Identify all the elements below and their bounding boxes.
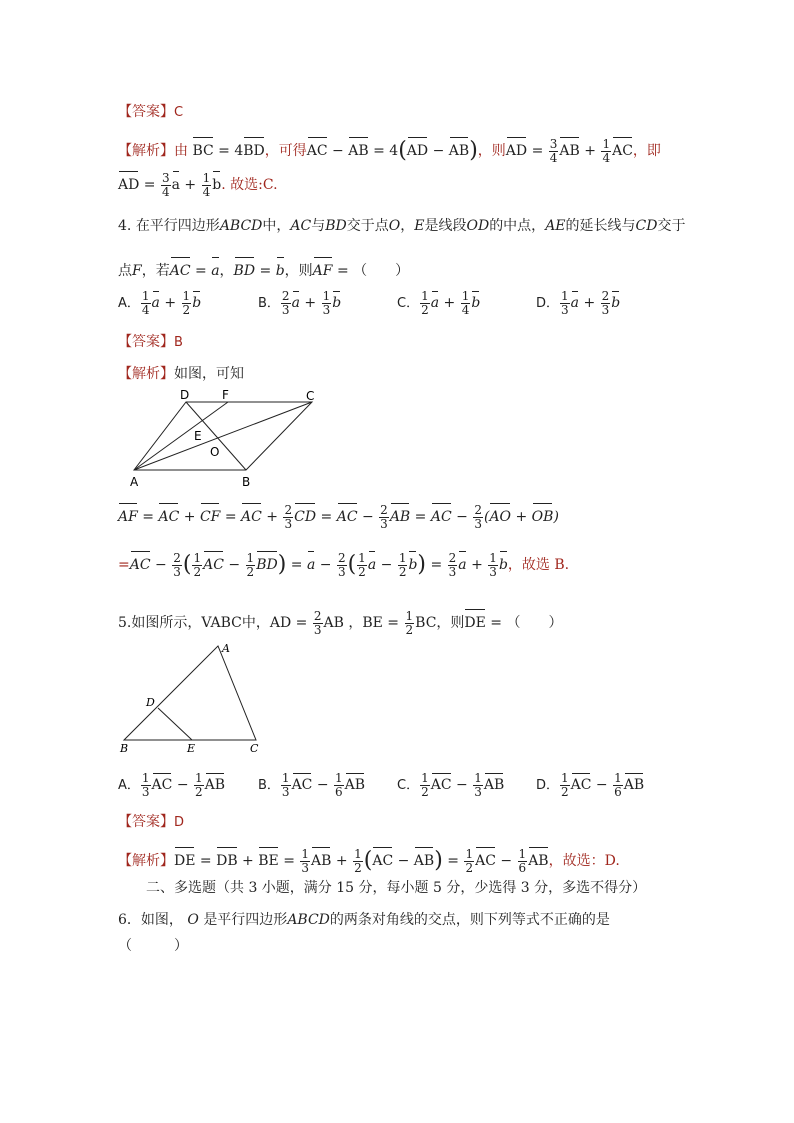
label-d: D <box>146 696 155 709</box>
q3-analysis-line1: 【解析】由 BC = 4BD，可得AC − AB = 4(AD − AB)，则AD = $\frac{3}{4}$ AB + $\frac{1}{4}$ AC，即 <box>118 134 661 165</box>
q4-stem-line2: 点F，若AC = a，BD = b，则AF = （ ） <box>118 254 409 281</box>
q5-answer: D <box>174 815 185 830</box>
answer-label: 【答案】 <box>118 104 174 120</box>
line-af <box>134 402 228 470</box>
q4-analysis-eq1: AF = AC + CF = AC + $\frac{2}{3}$ CD = AC − $\frac{2}{3}$ AB = AC − $\frac{2}{3}$ (AO + OB) <box>118 500 559 531</box>
label-c: C <box>250 742 259 755</box>
q4-analysis-eq2: =AC − $\frac{2}{3}$ ( $\frac{1}{2}$ AC − $\frac{1}{2}$ BD) = a − $\frac{2}{3}$ ( $\frac{1}{2}$ a − $\frac{1}{2}$ b) = $\frac{2}{3}$ a + $\frac{1}{3}$ b，故选 B. <box>118 548 569 579</box>
q5-option-c[interactable]: C． $\frac{1}{2}$ AC − $\frac{1}{3}$ AB <box>397 770 505 799</box>
q6-paren: （ ） <box>118 938 188 954</box>
q4-answer-line: 【答案】B <box>118 334 183 350</box>
label-e: E <box>194 429 202 443</box>
q3-eq1: BC = 4BD <box>192 143 264 159</box>
segment-de <box>158 708 192 740</box>
q3-answer-line <box>118 102 183 123</box>
q3-analysis-line2: AD = $\frac{3}{4}$ a + $\frac{1}{4}$ b. 故选:C. <box>118 168 278 199</box>
label-c: C <box>306 389 315 403</box>
q5-triangle-figure <box>116 640 266 756</box>
q4-answer: B <box>174 335 183 350</box>
diagonal-ac <box>134 402 312 470</box>
label-f: F <box>222 388 229 402</box>
q3-eq3: AD = $\frac{3}{4}$ AB + $\frac{1}{4}$ AC <box>506 143 633 159</box>
q4-analysis-line: 【解析】如图，可知 <box>118 366 244 382</box>
q4-option-a[interactable]: A． $\frac{1}{4}$ a + $\frac{1}{2}$ b <box>118 288 202 317</box>
q4-option-d[interactable]: D． $\frac{1}{3}$ a + $\frac{2}{3}$ b <box>536 288 621 317</box>
q4-option-b[interactable]: B． $\frac{2}{3}$ a + $\frac{1}{3}$ b <box>258 288 342 317</box>
label-b: B <box>242 475 251 489</box>
q3-answer: C <box>174 105 184 120</box>
q3-eq2: AC − AB = 4(AD − AB) <box>307 143 478 159</box>
q5-option-a[interactable]: A． $\frac{1}{3}$ AC − $\frac{1}{2}$ AB <box>118 770 226 799</box>
label-b: B <box>120 742 129 755</box>
q4-option-c[interactable]: C． $\frac{1}{2}$ a + $\frac{1}{4}$ b <box>397 288 481 317</box>
q4-stem-line1: 4. 在平行四边形ABCD中，AC与BD交于点O，E是线段OD的中点，AE的延长线与CD交于 <box>118 218 686 234</box>
analysis-label: 【解析】 <box>118 143 174 159</box>
label-o: O <box>210 445 220 459</box>
label-d: D <box>180 388 190 402</box>
q6-stem: 6．如图， O 是平行四边形ABCD的两条对角线的交点，则下列等式不正确的是 <box>118 912 610 928</box>
q5-stem: 5.如图所示，VABC中，AD = $\frac{2}{3}$ AB ，BE = $\frac{1}{2}$ BC，则DE = （ ） <box>118 606 563 637</box>
q5-answer-line: 【答案】D <box>118 814 185 830</box>
label-a: A <box>130 475 139 489</box>
triangle-outline <box>124 646 256 740</box>
q5-option-d[interactable]: D． $\frac{1}{2}$ AC − $\frac{1}{6}$ AB <box>536 770 645 799</box>
q3-eq4: AD = $\frac{3}{4}$ a + $\frac{1}{4}$ b <box>118 177 221 193</box>
q5-analysis-line: 【解析】DE = DB + BE = $\frac{1}{3}$ AB + $\frac{1}{2}$ (AC − AB) = $\frac{1}{2}$ AC − $\frac{1}{6}$ AB，故选：D. <box>118 844 620 875</box>
q4-parallelogram-figure <box>118 388 328 490</box>
label-a: A <box>222 642 230 655</box>
label-e: E <box>187 742 196 755</box>
q5-option-b[interactable]: B． $\frac{1}{3}$ AC − $\frac{1}{6}$ AB <box>258 770 366 799</box>
section-title: 二、多选题（共 3 小题，满分 15 分，每小题 5 分，少选得 3 分，多选不得分） <box>146 880 647 896</box>
